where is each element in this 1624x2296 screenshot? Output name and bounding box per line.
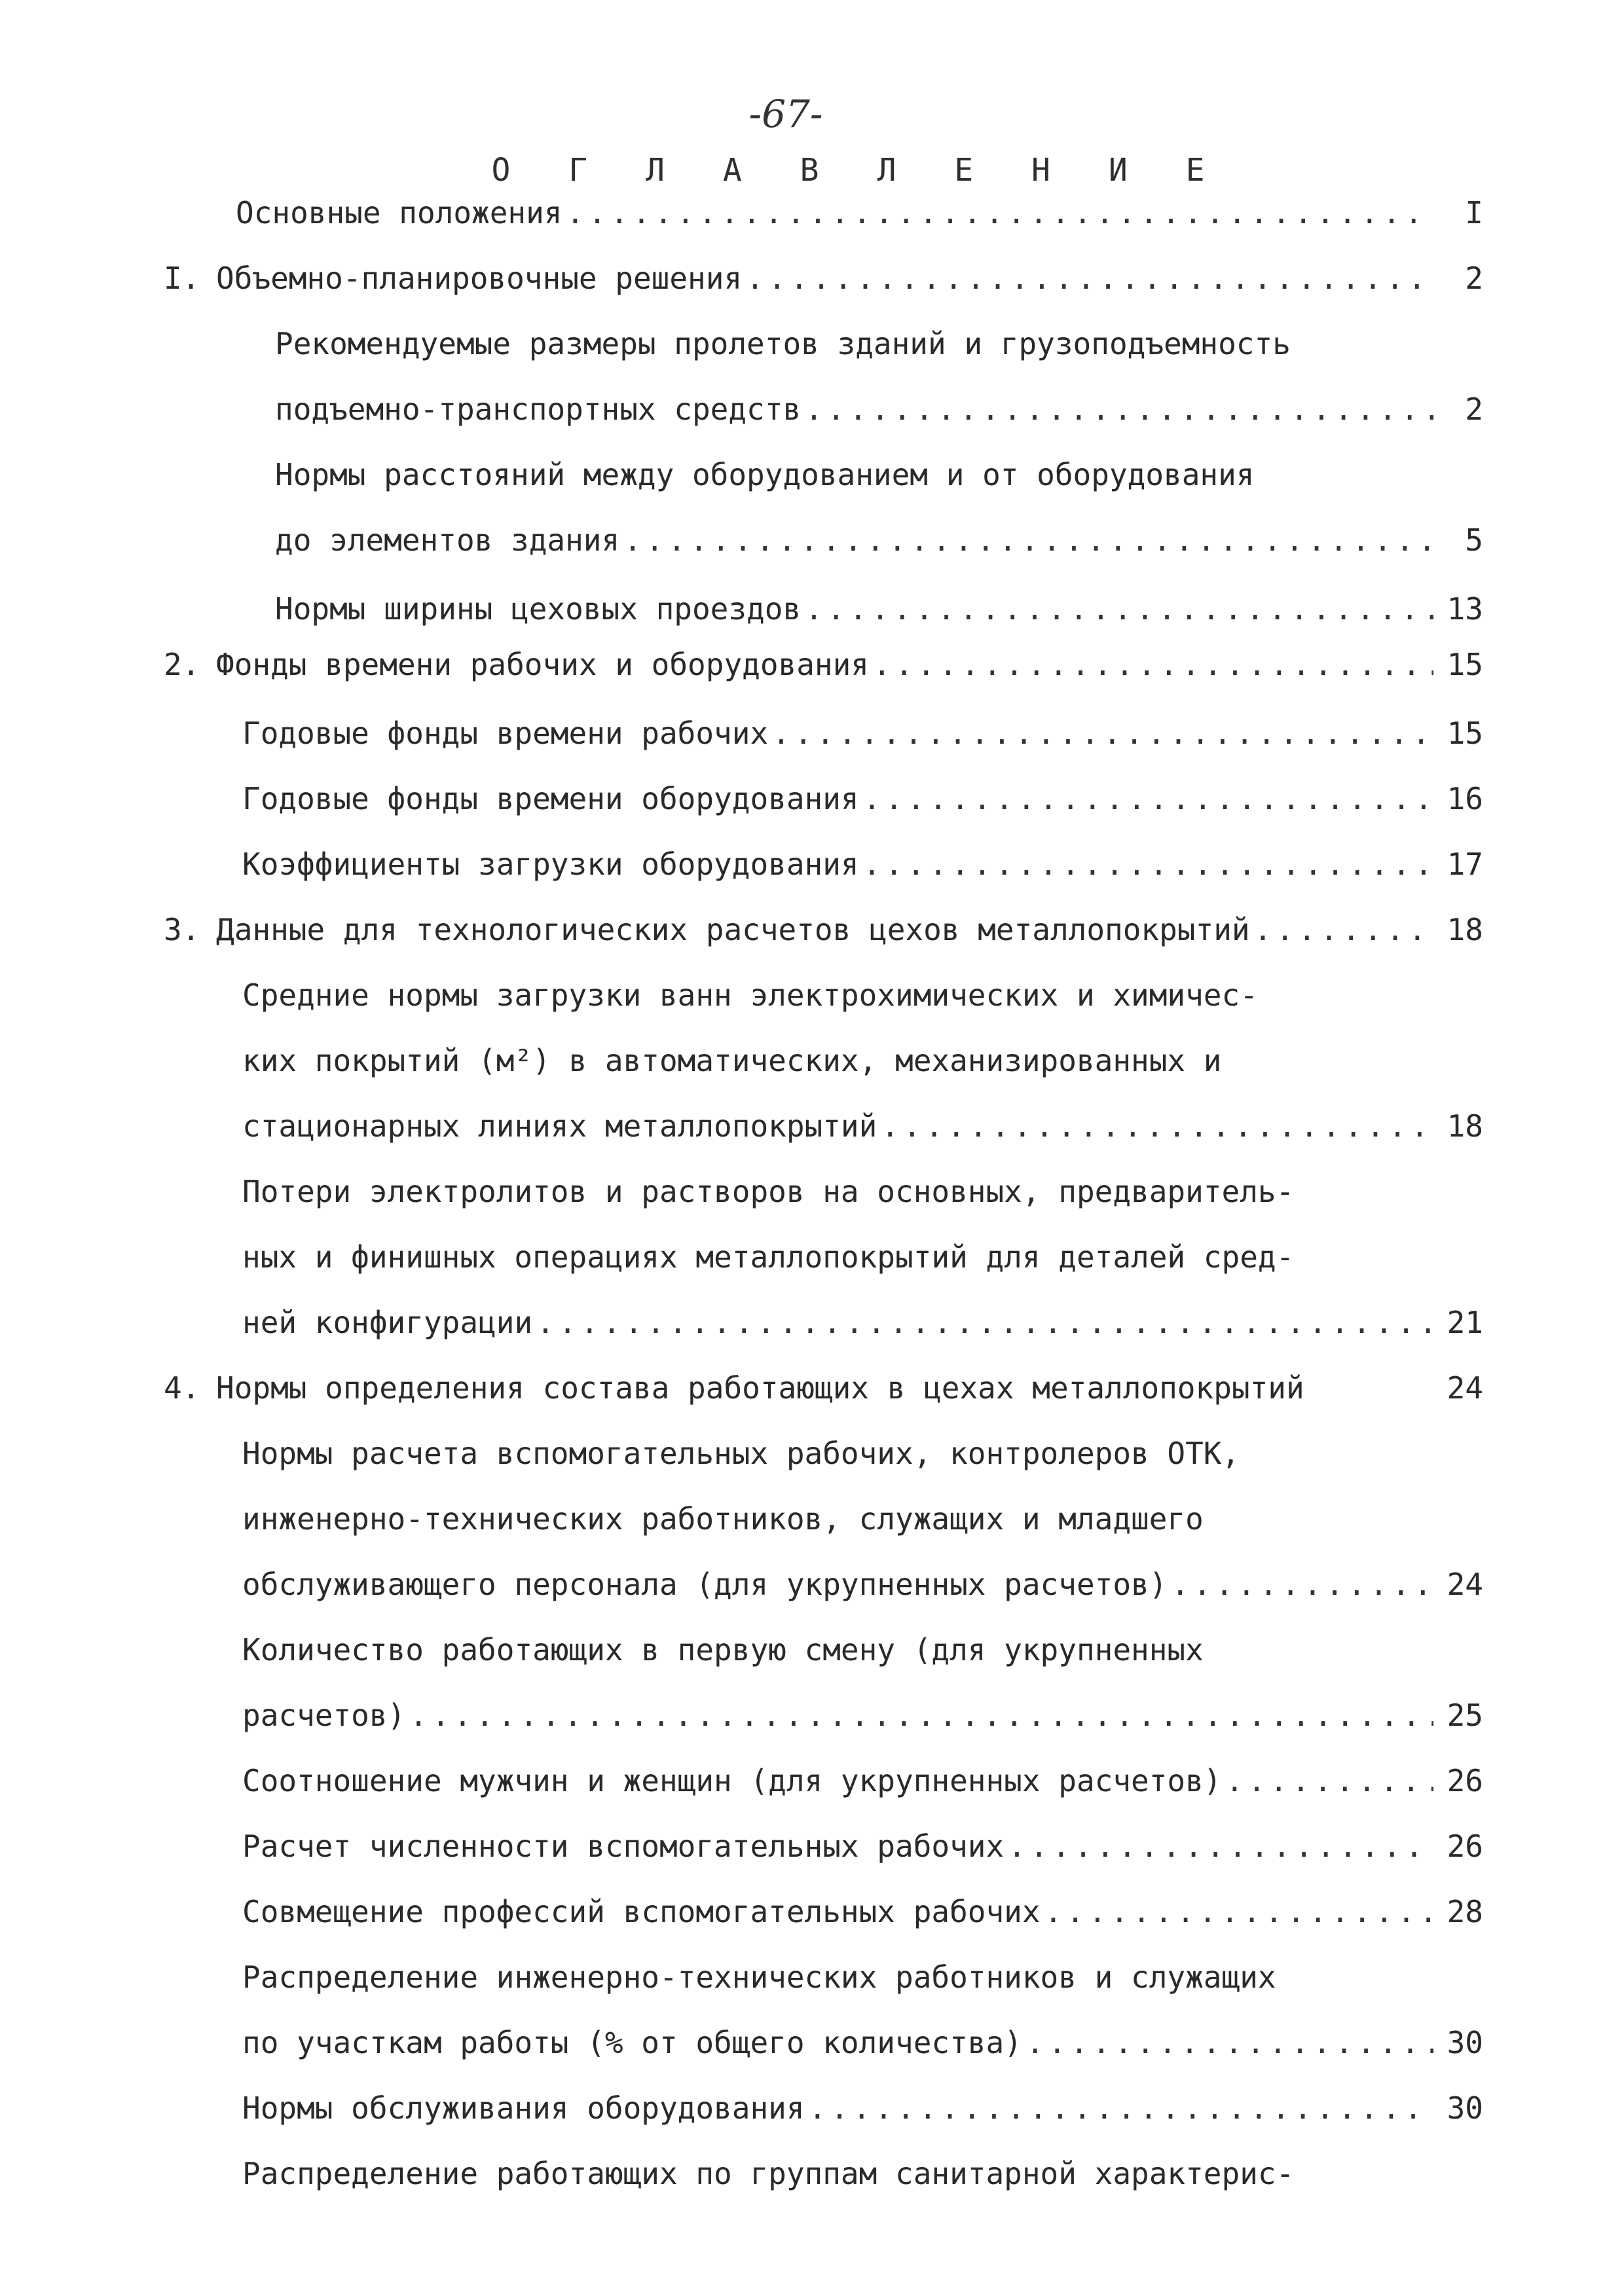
toc-entry xyxy=(242,1823,1483,1869)
toc-entry-page: 2 xyxy=(1465,261,1483,296)
toc-entry-text: расчетов) xyxy=(242,1698,406,1733)
toc-entry-text: Распределение работающих по группам санитарной характерис- xyxy=(242,2156,1295,2191)
toc-entry xyxy=(242,1692,1483,1738)
dot-leader xyxy=(566,190,1434,236)
section-number: 3. xyxy=(164,912,200,947)
toc-entry-text: Нормы определения состава работающих в цехах металлопокрытий xyxy=(216,1370,1304,1406)
dot-leader xyxy=(1026,2020,1433,2066)
toc-entry-page: 21 xyxy=(1447,1305,1483,1340)
toc-entry xyxy=(242,1234,1483,1280)
toc-entry xyxy=(275,386,1483,432)
dot-leader xyxy=(772,710,1433,756)
toc-entry-text: Соотношение мужчин и женщин (для укрупненных расчетов) xyxy=(242,1763,1222,1798)
toc-entry xyxy=(242,2151,1483,2196)
toc-entry-page: 5 xyxy=(1465,522,1483,558)
toc-entry-text: Распределение инженерно-технических работников и служащих xyxy=(242,1959,1276,1995)
dot-leader xyxy=(805,386,1433,432)
dot-leader xyxy=(805,586,1433,632)
toc-entry xyxy=(242,1561,1483,1607)
toc-entry-page: 26 xyxy=(1447,1763,1483,1798)
toc-entry-text: Нормы расчета вспомогательных рабочих, контролеров ОТК, xyxy=(242,1436,1240,1471)
toc-entry-text: Расчет численности вспомогательных рабочих xyxy=(242,1829,1005,1864)
section-number: 4. xyxy=(164,1370,200,1406)
toc-entry xyxy=(275,586,1483,632)
toc-entry xyxy=(242,2085,1483,2131)
dot-leader xyxy=(536,1300,1433,1345)
toc-entry-page: 24 xyxy=(1447,1567,1483,1602)
toc-entry-text: Количество работающих в первую смену (для укрупненных xyxy=(242,1632,1204,1667)
toc-entry-page: 15 xyxy=(1447,716,1483,751)
toc-entry-text: ных и финишных операциях металлопокрытий для деталей сред- xyxy=(242,1239,1295,1275)
toc-entry-text: ней конфигурации xyxy=(242,1305,533,1340)
toc-entry-text: Нормы обслуживания оборудования xyxy=(242,2090,805,2126)
toc-entry xyxy=(242,972,1483,1018)
toc-entry xyxy=(242,710,1483,756)
toc-entry-page: 26 xyxy=(1447,1829,1483,1864)
dot-leader xyxy=(881,1103,1433,1149)
dot-leader xyxy=(809,2085,1433,2131)
toc-entry xyxy=(242,776,1483,822)
toc-entry-text: Средние нормы загрузки ванн электрохимических и химичес- xyxy=(242,977,1258,1013)
dot-leader xyxy=(409,1692,1433,1738)
toc-entry xyxy=(242,841,1483,887)
toc-entry xyxy=(242,1300,1483,1345)
dot-leader xyxy=(1171,1561,1433,1607)
toc-entry-text: Объемно-планировочные решения xyxy=(216,261,743,296)
toc-entry-page: 30 xyxy=(1447,2025,1483,2060)
toc-entry xyxy=(164,255,1483,301)
toc-entry-page: 30 xyxy=(1447,2090,1483,2126)
toc-entry-page: I xyxy=(1465,195,1483,230)
toc-title: О Г Л А В Л Е Н И Е xyxy=(491,152,1225,189)
toc-entry-page: 13 xyxy=(1447,591,1483,627)
toc-entry-text: Данные для технологических расчетов цехов металлопокрытий xyxy=(216,912,1250,947)
dot-leader xyxy=(623,517,1433,563)
dot-leader xyxy=(863,776,1433,822)
toc-entry xyxy=(242,1103,1483,1149)
toc-entry-page: 18 xyxy=(1447,1108,1483,1144)
toc-entry-text: Фонды времени рабочих и оборудования xyxy=(216,647,869,682)
toc-entry-page: 16 xyxy=(1447,781,1483,816)
toc-entry-text: инженерно-технических работников, служащих и младшего xyxy=(242,1501,1204,1537)
toc-entry xyxy=(242,1038,1483,1084)
toc-entry-page: 17 xyxy=(1447,847,1483,882)
toc-entry xyxy=(242,1758,1483,1804)
toc-entry-text: Потери электролитов и растворов на основных, предваритель- xyxy=(242,1174,1295,1209)
toc-entry xyxy=(242,1627,1483,1673)
toc-entry-text: Основные положения xyxy=(236,195,563,230)
dot-leader xyxy=(873,642,1433,687)
dot-leader xyxy=(1008,1823,1433,1869)
toc-entry-page: 2 xyxy=(1465,392,1483,427)
toc-entry-text: Нормы ширины цеховых проездов xyxy=(275,591,802,627)
toc-entry xyxy=(242,1430,1483,1476)
toc-entry-text: до элементов здания xyxy=(275,522,620,558)
section-number: 2. xyxy=(164,647,200,682)
toc-entry-text: Годовые фонды времени рабочих xyxy=(242,716,769,751)
toc-entry-text: ких покрытий (м²) в автоматических, механизированных и xyxy=(242,1043,1222,1078)
toc-entry-text: Нормы расстояний между оборудованием и от оборудования xyxy=(275,457,1255,492)
toc-entry-text: Рекомендуемые размеры пролетов зданий и грузоподъемность xyxy=(275,326,1291,361)
toc-entry-page: 15 xyxy=(1447,647,1483,682)
dot-leader xyxy=(746,255,1433,301)
dot-leader xyxy=(1254,907,1433,953)
toc-entry xyxy=(275,452,1483,498)
dot-leader xyxy=(863,841,1433,887)
toc-entry xyxy=(242,1954,1483,2000)
toc-entry-text: стационарных линиях металлопокрытий xyxy=(242,1108,877,1144)
toc-entry xyxy=(275,517,1483,563)
toc-entry-text: подъемно-транспортных средств xyxy=(275,392,802,427)
toc-entry-text: Коэффициенты загрузки оборудования xyxy=(242,847,859,882)
toc-entry xyxy=(242,2020,1483,2066)
toc-entry xyxy=(236,190,1483,236)
dot-leader xyxy=(1044,1889,1433,1935)
toc-entry xyxy=(164,642,1483,687)
section-number: I. xyxy=(164,261,200,296)
toc-entry-page: 28 xyxy=(1447,1894,1483,1929)
toc-entry xyxy=(242,1169,1483,1214)
toc-entry xyxy=(164,907,1483,953)
toc-entry-text: по участкам работы (% от общего количества) xyxy=(242,2025,1022,2060)
toc-entry-text: Годовые фонды времени оборудования xyxy=(242,781,859,816)
toc-entry-page: 25 xyxy=(1447,1698,1483,1733)
toc-entry-page: 18 xyxy=(1447,912,1483,947)
toc-entry xyxy=(275,321,1483,367)
toc-entry xyxy=(242,1889,1483,1935)
toc-entry-text: Совмещение профессий вспомогательных рабочих xyxy=(242,1894,1041,1929)
toc-entry xyxy=(164,1365,1483,1411)
toc-entry-text: обслуживающего персонала (для укрупненных расчетов) xyxy=(242,1567,1168,1602)
dot-leader xyxy=(1226,1758,1434,1804)
toc-entry xyxy=(242,1496,1483,1542)
toc-entry-page: 24 xyxy=(1447,1370,1483,1406)
page-number: -67- xyxy=(748,92,823,136)
